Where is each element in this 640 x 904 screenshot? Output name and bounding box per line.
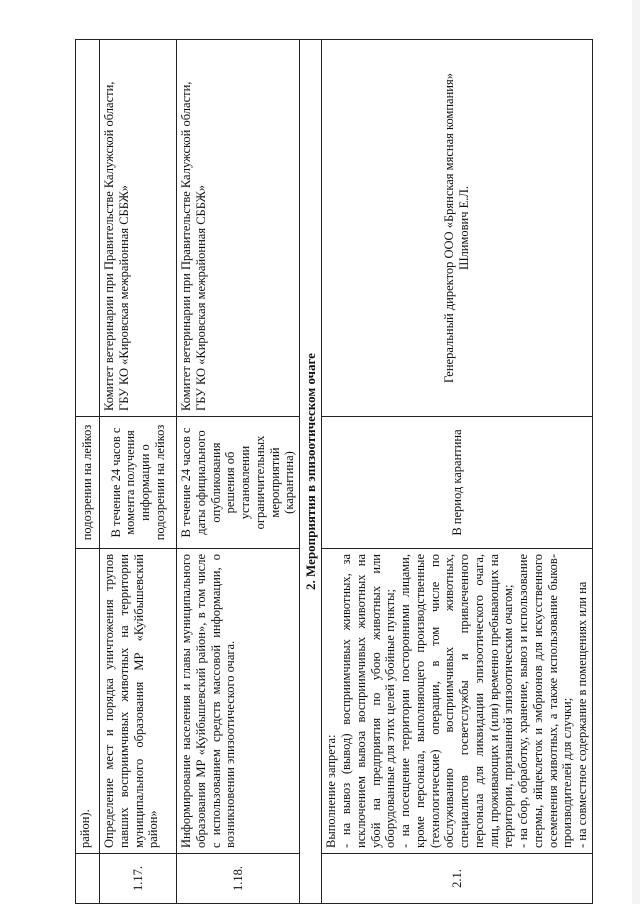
event-cell: Определение мест и порядка уничтожения трупов павших восприимчивых животных на территории муниципального образования МР «Куйбышевский район» — [100, 549, 177, 854]
event-intro: Выполнение запрета: — [324, 734, 339, 848]
term-cell: В период карантина — [322, 417, 593, 549]
table-row — [322, 40, 593, 904]
responsible-cell — [76, 40, 100, 417]
term-cell: подозрении на лейкоз — [76, 417, 100, 549]
table-row — [76, 40, 100, 904]
section-row — [300, 40, 322, 904]
list-item: - на посещение территории посторонними лицами, кроме персонала, выполняющего производственные (технологические) операции, в том числе по обслуживанию восприимчивых животных, специалистов госветслужбы и привлеченного персонала для ликвидации эпизоотического очага, лиц, проживающих и (или) временно пребывающих на территории, признанной эпизоотическим очагом; — [398, 554, 516, 848]
event-cell: район). — [76, 549, 100, 854]
term-cell: В течение 24 часов с момента получения информации о подозрении на лейкоз — [100, 417, 177, 549]
row-number: 1.18. — [177, 854, 300, 904]
row-number: 1.17. — [100, 854, 177, 904]
responsible-cell — [177, 40, 300, 417]
measures-table — [75, 39, 593, 904]
list-item: - на совместное содержание в помещениях или на — [575, 581, 590, 848]
row-number — [76, 854, 100, 904]
responsible-cell — [322, 40, 593, 417]
responsible-line: Комитет ветеринарии при Правительстве Калужской области, — [102, 81, 116, 411]
row-number: 2.1. — [322, 854, 593, 904]
term-cell: В течение 24 часов с даты официального опубликования решения об установлении ограничительных мероприятий (карантина) — [177, 417, 300, 549]
event-cell: Информирование населения и главы муниципального образования МР «Куйбышевский район», в том числе с использованием средств массовой информации, о возникновении эпизоотического очага. — [177, 549, 300, 854]
section-title: 2. Мероприятия в эпизоотическом очаге — [300, 40, 322, 904]
document-page — [75, 40, 590, 904]
responsible-line: Комитет ветеринарии при Правительстве Калужской области, — [179, 81, 193, 411]
page-edge — [632, 0, 640, 904]
responsible-line: Генеральный директор ООО «Брянская мясная компания» Шлимович Е.Л. — [442, 73, 472, 383]
table-row — [100, 40, 177, 904]
event-cell — [322, 549, 593, 854]
responsible-line: ГБУ КО «Кировская межрайонная СББЖ» — [193, 184, 208, 411]
table-row — [177, 40, 300, 904]
list-item: - на сбор, обработку, хранение, вывоз и использование спермы, яйцеклеток и эмбрионов для искусственного осеменения животных, а также использование быков-производителей для случки; — [516, 554, 575, 848]
list-item: - на вывоз (вывод) восприимчивых животных, за исключением вывоза восприимчивых животных на убой на предприятия по убою животных или оборудованные для этих целей убойные пункты; — [339, 554, 398, 848]
responsible-cell — [100, 40, 177, 417]
responsible-line: ГБУ КО «Кировская межрайонная СББЖ» — [116, 184, 131, 411]
